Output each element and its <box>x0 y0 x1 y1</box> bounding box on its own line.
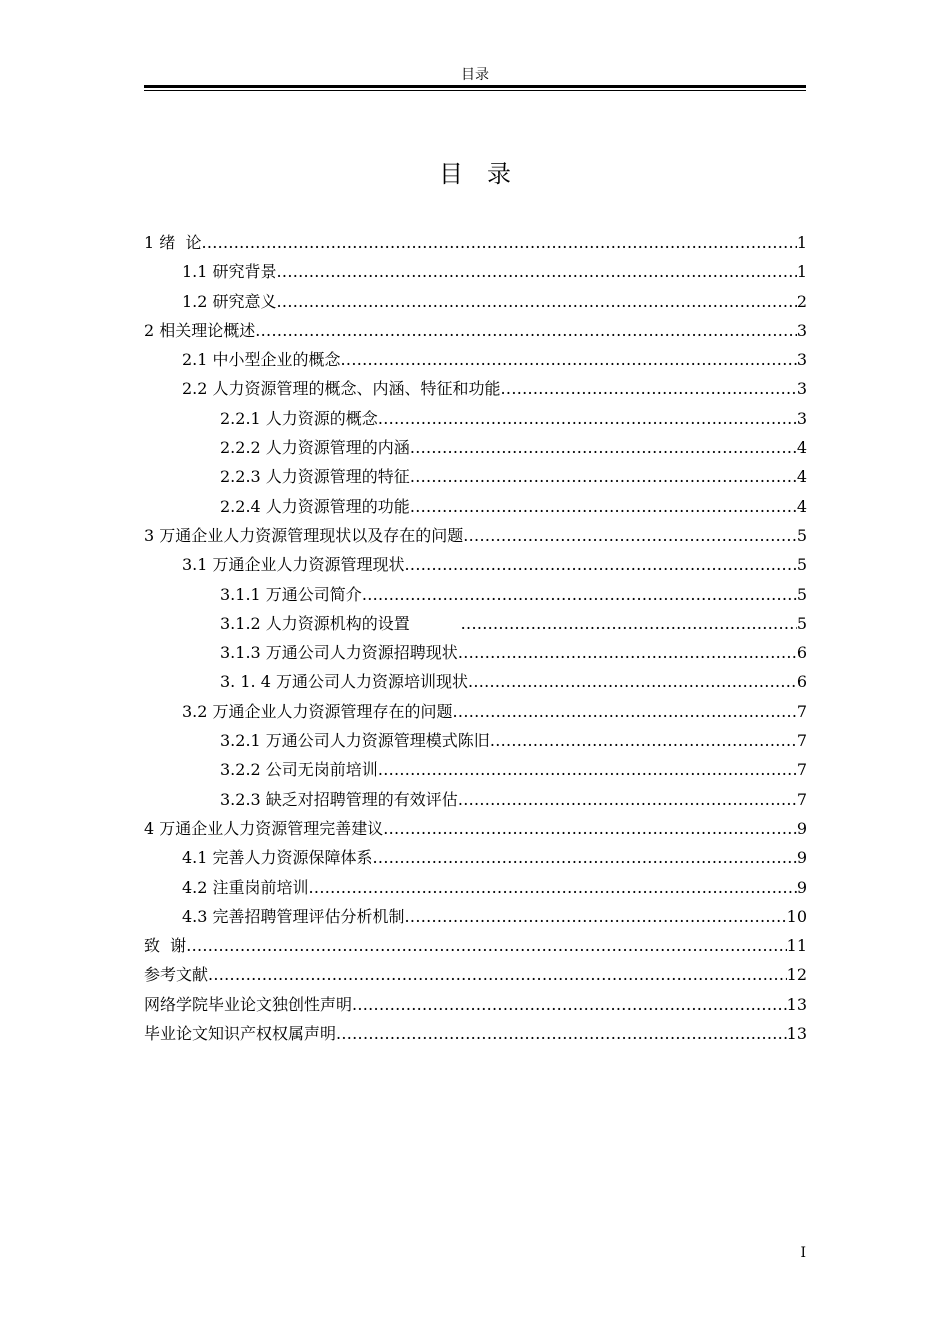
toc-entry-text: 致 谢 <box>144 936 187 956</box>
toc-entry-text: 1.1 研究背景 <box>182 262 277 282</box>
toc-entry[interactable] <box>144 345 807 374</box>
toc-entry-page: 5 <box>796 525 807 545</box>
dot-leader <box>201 228 796 257</box>
toc-entry-page: 9 <box>796 848 807 868</box>
dot-leader <box>410 492 797 521</box>
toc-entry-page: 3 <box>796 320 807 340</box>
dot-leader <box>378 755 797 784</box>
toc-entry[interactable] <box>144 931 807 960</box>
dot-leader <box>362 580 797 609</box>
toc-entry[interactable] <box>144 902 807 931</box>
dot-leader <box>405 550 797 579</box>
toc-entry-text: 4.3 完善招聘管理评估分析机制 <box>182 906 405 926</box>
dot-leader <box>458 638 797 667</box>
toc-entry-text: 2.2.3 人力资源管理的特征 <box>220 467 410 487</box>
dot-leader <box>383 814 797 843</box>
toc-entry-page: 6 <box>796 672 807 692</box>
dot-leader <box>405 902 787 931</box>
toc-entry[interactable] <box>144 755 807 784</box>
toc-entry-text: 2.1 中小型企业的概念 <box>182 350 341 370</box>
toc-entry-page: 4 <box>796 496 807 516</box>
toc-entry[interactable] <box>144 638 807 667</box>
toc-entry-page: 2 <box>796 291 807 311</box>
dot-leader <box>277 257 797 286</box>
toc-entry-text: 网络学院毕业论文独创性声明 <box>144 994 353 1014</box>
toc-entry[interactable] <box>144 257 807 286</box>
toc-entry-page: 9 <box>796 818 807 838</box>
toc-entry-page: 7 <box>796 731 807 751</box>
dot-leader <box>309 873 797 902</box>
toc-entry-text: 3.1 万通企业人力资源管理现状 <box>182 555 405 575</box>
toc-entry-page: 5 <box>796 613 807 633</box>
toc-entry[interactable] <box>144 843 807 872</box>
toc-entry-page: 10 <box>786 906 807 926</box>
toc-entry[interactable] <box>144 697 807 726</box>
toc-entry-text: 毕业论文知识产权权属声明 <box>144 1024 337 1044</box>
dot-leader <box>277 287 797 316</box>
toc-entry-page: 1 <box>796 233 807 252</box>
dot-leader <box>341 345 797 374</box>
dot-leader <box>463 521 797 550</box>
toc-entry-page: 5 <box>796 584 807 604</box>
toc-entry[interactable] <box>144 521 807 550</box>
toc-entry[interactable] <box>144 404 807 433</box>
toc-entry-text: 3 万通企业人力资源管理现状以及存在的问题 <box>144 525 464 545</box>
toc-entry-page: 3 <box>796 408 807 428</box>
dot-leader <box>373 843 797 872</box>
toc-entry[interactable] <box>144 580 807 609</box>
dot-leader <box>410 433 797 462</box>
toc-entry-text: 3.1.1 万通公司简介 <box>220 584 362 604</box>
dot-leader <box>352 990 787 1019</box>
toc-entry[interactable] <box>144 667 807 696</box>
toc-entry-page: 4 <box>796 438 807 458</box>
header-rule-thin <box>144 90 806 91</box>
toc-entry-text: 4.1 完善人力资源保障体系 <box>182 848 373 868</box>
dot-leader <box>461 609 797 638</box>
toc-entry[interactable] <box>144 228 807 257</box>
toc-entry[interactable] <box>144 287 807 316</box>
toc-entry[interactable] <box>144 433 807 462</box>
toc-entry-text: 3. 1. 4 万通公司人力资源培训现状 <box>220 672 468 692</box>
toc-entry-page: 7 <box>796 701 807 721</box>
toc-entry-page: 13 <box>786 1024 807 1044</box>
toc-entry-text: 1.2 研究意义 <box>182 291 277 311</box>
toc-entry-page: 6 <box>796 643 807 663</box>
dot-leader <box>208 960 787 989</box>
toc-entry-page: 7 <box>796 789 807 809</box>
toc-entry-page: 13 <box>786 994 807 1014</box>
dot-leader <box>468 667 797 696</box>
toc-entry[interactable] <box>144 990 807 1019</box>
toc-entry[interactable] <box>144 726 807 755</box>
toc-entry-text: 3.1.2 人力资源机构的设置 <box>220 613 461 633</box>
toc-entry-page: 9 <box>796 877 807 897</box>
toc-entry-text: 2.2 人力资源管理的概念、内涵、特征和功能 <box>182 379 501 399</box>
toc-entry-text: 3.2 万通企业人力资源管理存在的问题 <box>182 701 453 721</box>
toc-entry[interactable] <box>144 814 807 843</box>
toc-entry[interactable] <box>144 492 807 521</box>
dot-leader <box>186 931 786 960</box>
toc-entry-text: 4 万通企业人力资源管理完善建议 <box>144 818 384 838</box>
toc-entry[interactable] <box>144 960 807 989</box>
toc-entry-page: 4 <box>796 467 807 487</box>
toc-entry[interactable] <box>144 550 807 579</box>
toc-entry-text: 3.1.3 万通公司人力资源招聘现状 <box>220 643 458 663</box>
running-header: 目录 <box>461 67 489 83</box>
table-of-contents <box>144 228 807 1048</box>
page-number: I <box>800 1245 806 1261</box>
toc-entry[interactable] <box>144 785 807 814</box>
dot-leader <box>453 697 797 726</box>
toc-entry-page: 3 <box>796 379 807 399</box>
dot-leader <box>490 726 797 755</box>
dot-leader <box>410 462 797 491</box>
toc-entry-text: 参考文献 <box>144 965 209 985</box>
toc-entry-text: 2 相关理论概述 <box>144 320 256 340</box>
toc-entry-text: 4.2 注重岗前培训 <box>182 877 309 897</box>
toc-entry-text: 2.2.4 人力资源管理的功能 <box>220 496 410 516</box>
dot-leader <box>378 404 797 433</box>
toc-entry-page: 11 <box>786 936 807 956</box>
toc-entry-text: 3.2.3 缺乏对招聘管理的有效评估 <box>220 789 458 809</box>
toc-title: 目 录 <box>439 160 511 188</box>
dot-leader <box>458 785 797 814</box>
toc-entry-text: 3.2.2 公司无岗前培训 <box>220 760 378 780</box>
toc-entry-page: 7 <box>796 760 807 780</box>
toc-entry-page: 12 <box>786 965 807 985</box>
toc-entry-text: 2.2.2 人力资源管理的内涵 <box>220 438 410 458</box>
toc-entry[interactable] <box>144 462 807 491</box>
dot-leader <box>501 374 797 403</box>
toc-entry-page: 3 <box>796 350 807 370</box>
header-rule <box>144 85 806 88</box>
toc-entry-page: 5 <box>796 555 807 575</box>
dot-leader <box>255 316 797 345</box>
toc-entry-text: 2.2.1 人力资源的概念 <box>220 408 378 428</box>
toc-entry-page: 1 <box>796 262 807 282</box>
toc-entry[interactable] <box>144 374 807 403</box>
dot-leader <box>336 1019 787 1048</box>
toc-entry[interactable] <box>144 1019 807 1048</box>
toc-entry-text: 3.2.1 万通公司人力资源管理模式陈旧 <box>220 731 490 751</box>
toc-entry[interactable] <box>144 316 807 345</box>
toc-entry[interactable] <box>144 873 807 902</box>
toc-entry-text: 1 绪 论 <box>144 233 202 252</box>
toc-entry[interactable] <box>144 609 807 638</box>
